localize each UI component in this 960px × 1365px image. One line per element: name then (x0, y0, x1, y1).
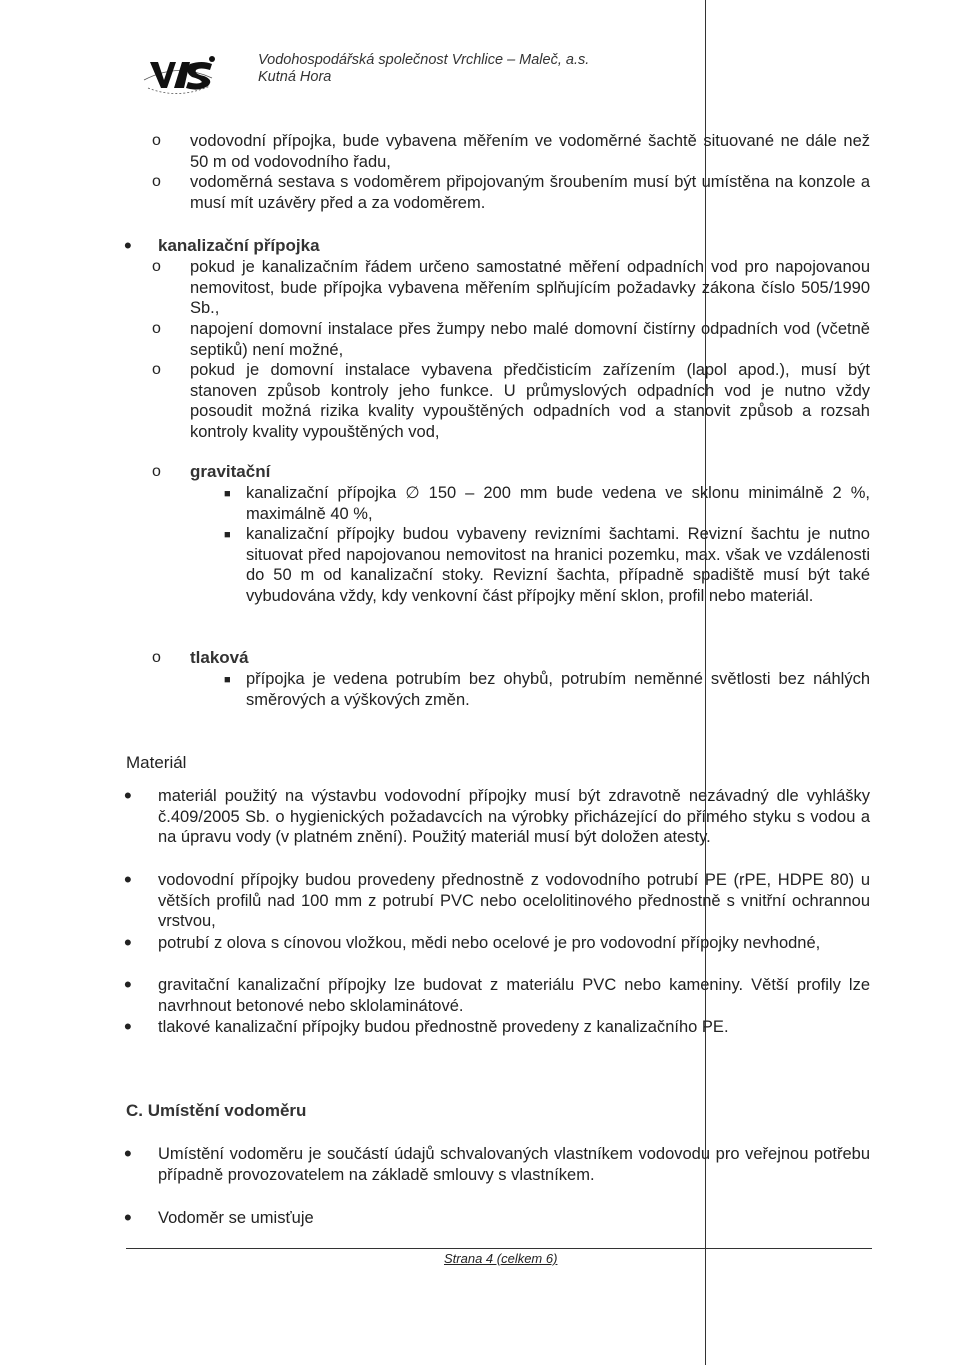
list-item: pokud je domovní instalace vybavena předčisticím zařízením (lapol apod.), musí být stanoven způsob kontroly jeho funkce. U průmyslových odpadních vod je nutno vždy posoudit možná rizika kvality vypouštěných odpadních vod a stanovit způsob a rozsah kontroly kvality vypouštěných vod, (190, 361, 870, 441)
list-item: přípojka je vedena potrubím bez ohybů, potrubím neměnné světlosti bez náhlých směrových a výškových změn. (246, 670, 870, 709)
bullet-dot-icon: • (124, 1014, 132, 1039)
list-item: pokud je kanalizačním řádem určeno samostatné měření odpadních vod pro napojovanou nemovitost, bude přípojka vybavena měřením splňujícím požadavky zákona číslo 505/1990 Sb., (190, 258, 870, 317)
subsection-title-pressure: tlaková (190, 648, 249, 667)
list-item: potrubí z olova s cínovou vložkou, mědi nebo ocelové je pro vodovodní přípojky nevhodné, (158, 934, 821, 952)
company-name: Vodohospodářská společnost Vrchlice – Maleč, a.s. (258, 52, 590, 68)
list-item: napojení domovní instalace přes žumpy nebo malé domovní čistírny odpadních vod (včetně septiků) není možné, (190, 320, 870, 359)
bullet-dot-icon: • (124, 233, 132, 258)
bullet-dot-icon: • (124, 1205, 132, 1230)
bullet-dot-icon: • (124, 783, 132, 808)
list-item: tlakové kanalizační přípojky budou přednostně provedeny z kanalizačního PE. (158, 1018, 729, 1036)
company-city: Kutná Hora (258, 69, 332, 85)
square-bullet-icon: ■ (224, 674, 231, 686)
circle-bullet-icon: o (152, 320, 161, 337)
circle-bullet-icon: o (152, 173, 161, 190)
circle-bullet-icon: o (152, 132, 161, 149)
list-item: vodovodní přípojka, bude vybavena měřením ve vodoměrné šachtě situované ne dále než 50 m od vodovodního řadu, (190, 132, 870, 171)
company-logo (138, 50, 218, 100)
header-text (258, 52, 589, 86)
list-item: vodovodní přípojky budou provedeny přednostně z vodovodního potrubí PE (rPE, HDPE 80) u větších profilů nad 100 mm z potrubí PVC nebo ocelolitinového přednostně s vnitřní ochrannou vrstvou, (158, 871, 870, 930)
bullet-dot-icon: • (124, 930, 132, 955)
section-heading-meter: C. Umístění vodoměru (126, 1101, 307, 1120)
bullet-dot-icon: • (124, 972, 132, 997)
list-item: gravitační kanalizační přípojky lze budovat z materiálu PVC nebo kameniny. Větší profily lze navrhnout betonové nebo sklolaminátové. (158, 976, 870, 1015)
list-item: vodoměrná sestava s vodoměrem připojovaným šroubením musí být umístěna na konzole a musí mít uzávěry před a za vodoměrem. (190, 173, 870, 212)
page-number: Strana 4 (celkem 6) (444, 1251, 558, 1266)
subsection-title-gravity: gravitační (190, 462, 271, 481)
list-item: Vodoměr se umisťuje (158, 1209, 314, 1227)
circle-bullet-icon: o (152, 649, 161, 666)
list-item: Umístění vodoměru je součástí údajů schvalovaných vlastníkem vodovodu pro veřejnou potřebu případně provozovatelem na základě smlouvy s vlastníkem. (158, 1145, 870, 1184)
square-bullet-icon: ■ (224, 529, 231, 541)
square-bullet-icon: ■ (224, 488, 231, 500)
section-heading-material: Materiál (126, 753, 187, 772)
list-item: kanalizační přípojka ∅ 150 – 200 mm bude vedena ve sklonu minimálně 2 %, maximálně 40 %, (246, 484, 870, 523)
section-title-sewer: kanalizační přípojka (158, 236, 320, 255)
circle-bullet-icon: o (152, 361, 161, 378)
bullet-dot-icon: • (124, 867, 132, 892)
footer-divider (126, 1248, 872, 1249)
circle-bullet-icon: o (152, 463, 161, 480)
bullet-dot-icon: • (124, 1141, 132, 1166)
list-item: materiál použitý na výstavbu vodovodní přípojky musí být zdravotně nezávadný dle vyhlášky č.409/2005 Sb. o hygienických požadavcích na výrobky přicházející do přímého styku s vodou a na úpravu vody (v platném znění). Použitý materiál musí být doložen atesty. (158, 787, 870, 846)
circle-bullet-icon: o (152, 258, 161, 275)
list-item: kanalizační přípojky budou vybaveny revizními šachtami. Revizní šachtu je nutno situovat před napojovanou nemovitost na hranici pozemku, max. však ve vzdálenosti do 50 m od kanalizační stoky. Revizní šachta, případně spadiště musí být také vybudována vždy, kdy venkovní část přípojky mění sklon, profil nebo materiál. (246, 525, 870, 605)
